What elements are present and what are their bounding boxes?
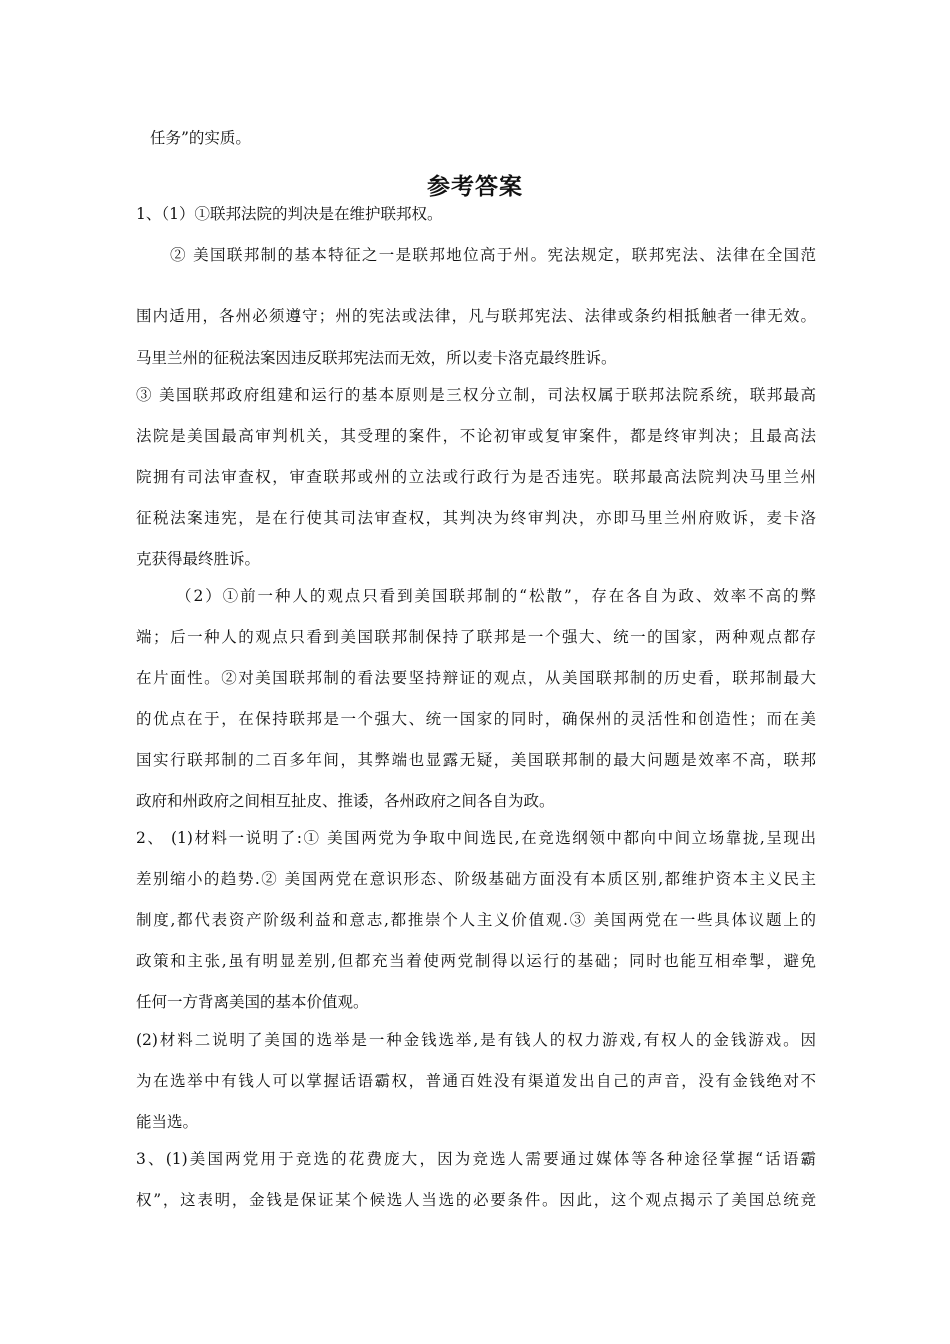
text-line: 端；后一种人的观点只看到美国联邦制保持了联邦是一个强大、统一的国家，两种观点都存 — [136, 628, 816, 646]
text-line: 3、(1)美国两党用于竞选的花费庞大，因为竞选人需要通过媒体等各种途径掌握“话语霸 — [136, 1150, 816, 1168]
text-line: 差别缩小的趋势.② 美国两党在意识形态、阶级基础方面没有本质区别,都维护资本主义民主 — [136, 870, 816, 888]
text-line: 能当选。 — [136, 1113, 199, 1131]
text-line: 法院是美国最高审判机关，其受理的案件，不论初审或复审案件，都是终审判决；且最高法 — [136, 427, 816, 445]
text-line: ③ 美国联邦政府组建和运行的基本原则是三权分立制，司法权属于联邦法院系统，联邦最高 — [136, 386, 816, 404]
page-title: 参考答案 — [427, 174, 523, 200]
continuation-line: 任务”的实质。 — [150, 129, 251, 147]
text-line: 院拥有司法审查权，审查联邦或州的立法或行政行为是否违宪。联邦最高法院判决马里兰州 — [136, 468, 816, 486]
text-line: 2、 (1)材料一说明了:① 美国两党为争取中间选民,在竞选纲领中都向中间立场靠拢,呈现出 — [136, 829, 816, 847]
text-line: ② 美国联邦制的基本特征之一是联邦地位高于州。宪法规定，联邦宪法、法律在全国范 — [170, 246, 816, 264]
text-line: 权”，这表明，金钱是保证某个候选人当选的必要条件。因此，这个观点揭示了美国总统竞 — [136, 1191, 816, 1209]
text-line: 马里兰州的征税法案因违反联邦宪法而无效，所以麦卡洛克最终胜诉。 — [136, 349, 617, 367]
text-line: 政策和主张,虽有明显差别,但都充当着使两党制得以运行的基础；同时也能互相牵掣，避免 — [136, 952, 816, 970]
text-line: 政府和州政府之间相互扯皮、推诿，各州政府之间各自为政。 — [136, 792, 555, 810]
text-line: 1、（1）①联邦法院的判决是在维护联邦权。 — [136, 205, 443, 223]
text-line: 围内适用，各州必须遵守；州的宪法或法律，凡与联邦宪法、法律或条约相抵触者一律无效。 — [136, 307, 816, 325]
text-line: 制度,都代表资产阶级利益和意志,都推崇个人主义价值观.③ 美国两党在一些具体议题上的 — [136, 911, 816, 929]
text-line: 为在选举中有钱人可以掌握话语霸权，普通百姓没有渠道发出自己的声音，没有金钱绝对不 — [136, 1072, 816, 1090]
text-line: 的优点在于，在保持联邦是一个强大、统一国家的同时，确保州的灵活性和创造性；而在美 — [136, 710, 816, 728]
text-line: （2）①前一种人的观点只看到美国联邦制的“松散”，存在各自为政、效率不高的弊 — [176, 587, 816, 605]
text-line: (2)材料二说明了美国的选举是一种金钱选举,是有钱人的权力游戏,有权人的金钱游戏。因 — [136, 1031, 816, 1049]
text-line: 克获得最终胜诉。 — [136, 550, 261, 568]
text-line: 征税法案违宪，是在行使其司法审查权，其判决为终审判决，亦即马里兰州府败诉，麦卡洛 — [136, 509, 816, 527]
text-line: 在片面性。②对美国联邦制的看法要坚持辩证的观点，从美国联邦制的历史看，联邦制最大 — [136, 669, 816, 687]
text-line: 国实行联邦制的二百多年间，其弊端也显露无疑，美国联邦制的最大问题是效率不高，联邦 — [136, 751, 816, 769]
text-line: 任何一方背离美国的基本价值观。 — [136, 993, 369, 1011]
